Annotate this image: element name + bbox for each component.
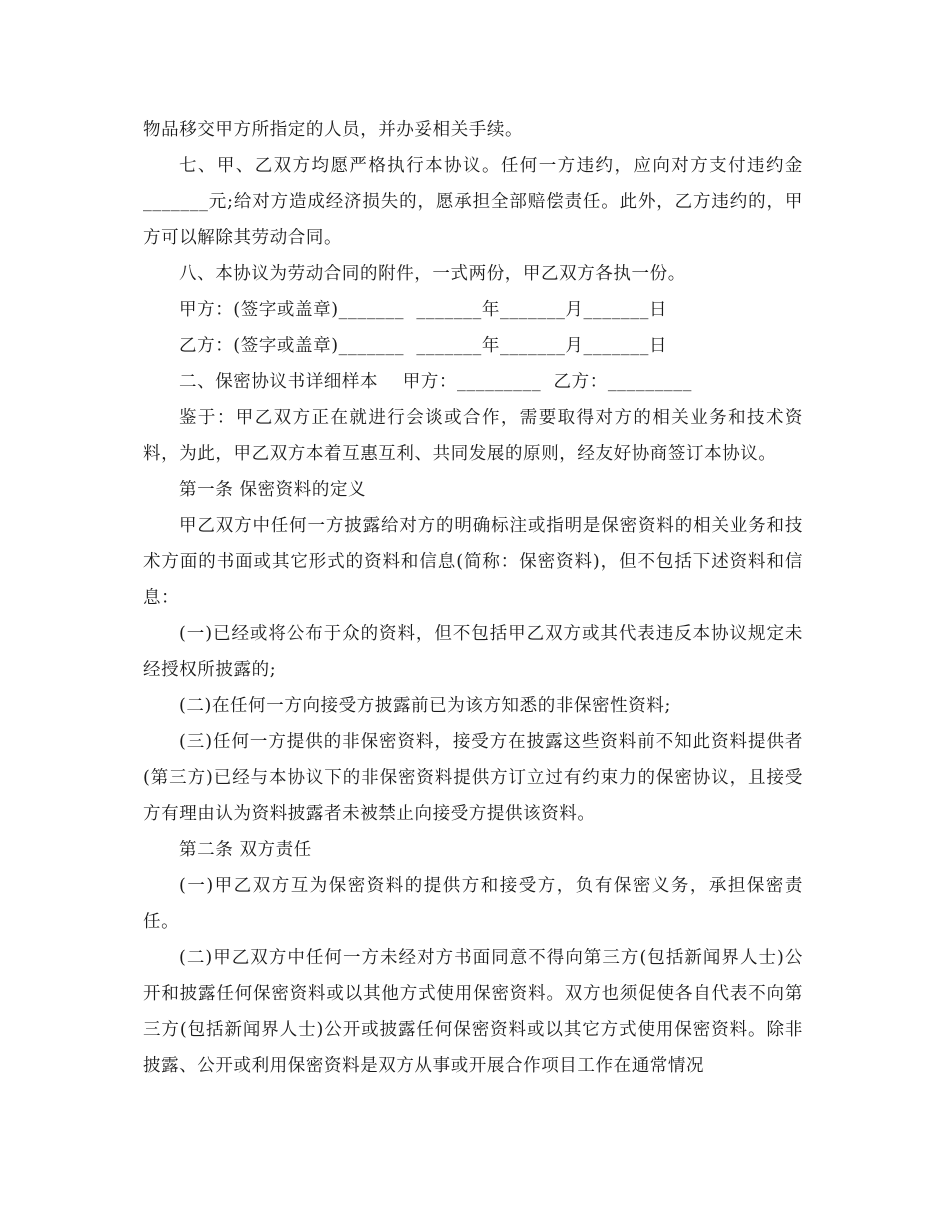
article-1-heading: 第一条 保密资料的定义 <box>179 480 367 500</box>
paragraph-exclusion-2: (二)在任何一方向接受方披露前已为该方知悉的非保密性资料; <box>179 696 671 716</box>
paragraph-exclusion-3: (三)任何一方提供的非保密资料，接受方在披露这些资料前不知此资料提供者(第三方)已经与本协议下的非保密资料提供方订立过有约束力的保密协议，且接受方有理由认为资料披露者未被禁止向接受方提供该资料。 <box>143 732 803 824</box>
paragraph-duty-1: (一)甲乙双方互为保密资料的提供方和接受方，负有保密义务，承担保密责任。 <box>143 876 803 932</box>
document-body <box>143 112 803 1084</box>
paragraph-duty-2: (二)甲乙双方中任何一方未经对方书面同意不得向第三方(包括新闻界人士)公开和披露任何保密资料或以其他方式使用保密资料。双方也须促使各自代表不向第三方(包括新闻界人士)公开或披露任何保密资料或以其它方式使用保密资料。除非披露、公开或利用保密资料是双方从事或开展合作项目工作在通常情况 <box>143 948 803 1076</box>
paragraph-handover: 物品移交甲方所指定的人员，并办妥相关手续。 <box>143 120 524 140</box>
paragraph-whereas: 鉴于：甲乙双方正在就进行会谈或合作，需要取得对方的相关业务和技术资料，为此，甲乙双方本着互惠互利、共同发展的原则，经友好协商签订本协议。 <box>143 408 803 464</box>
paragraph-exclusion-1: (一)已经或将公布于众的资料，但不包括甲乙双方或其代表违反本协议规定未经授权所披露的; <box>143 624 803 680</box>
signature-line-party-b: 乙方：(签字或盖章)_______ _______年_______月_______日 <box>179 336 668 356</box>
paragraph-clause-8: 八、本协议为劳动合同的附件，一式两份，甲乙双方各执一份。 <box>179 264 686 284</box>
article-2-heading: 第二条 双方责任 <box>179 840 312 860</box>
signature-line-party-a: 甲方：(签字或盖章)_______ _______年_______月_______日 <box>179 300 668 320</box>
paragraph-clause-7: 七、甲、乙双方均愿严格执行本协议。任何一方违约，应向对方支付违约金_______元;给对方造成经济损失的，愿承担全部赔偿责任。此外，乙方违约的，甲方可以解除其劳动合同。 <box>143 156 803 248</box>
paragraph-definition: 甲乙双方中任何一方披露给对方的明确标注或指明是保密资料的相关业务和技术方面的书面或其它形式的资料和信息(简称：保密资料)，但不包括下述资料和信息： <box>143 516 803 608</box>
section-heading-sample: 二、保密协议书详细样本 甲方：_________ 乙方：_________ <box>179 372 692 392</box>
